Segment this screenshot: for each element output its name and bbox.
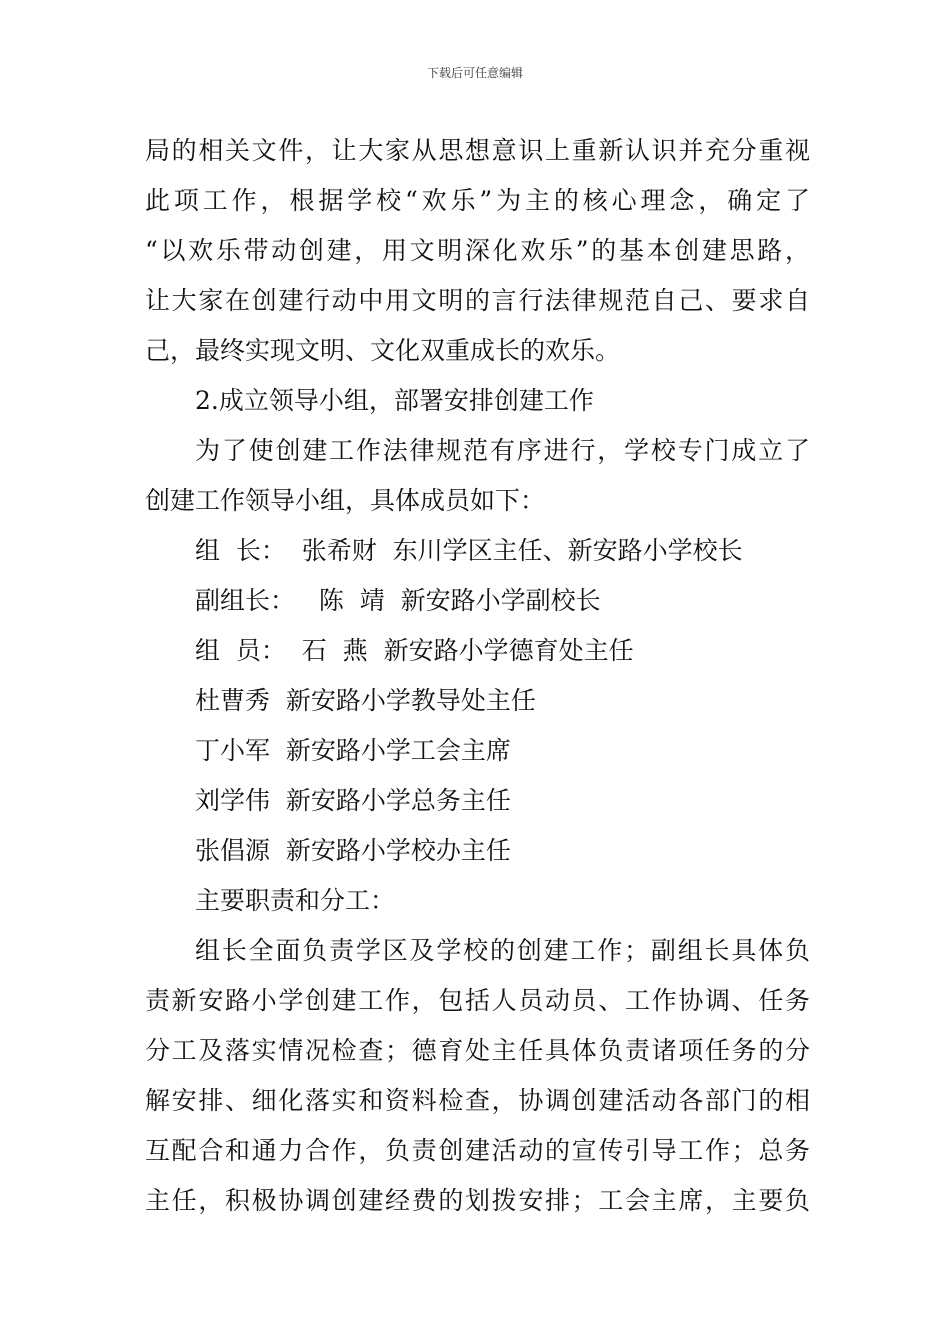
paragraph-line: 主任，积极协调创建经费的划拨安排；工会主席，主要负 [145,1186,810,1215]
paragraph-line: 解安排、细化落实和资料检查，协调创建活动各部门的相 [145,1086,810,1115]
document-body [145,126,810,1226]
member-line: 张倡源 新安路小学校办主任 [195,836,511,865]
paragraph-line: 组长全面负责学区及学校的创建工作；副组长具体负 [195,936,810,965]
section-heading: 主要职责和分工： [195,886,396,915]
member-line: 副组长： 陈 靖 新安路小学副校长 [195,586,601,615]
paragraph-line: 互配合和通力合作，负责创建活动的宣传引导工作；总务 [145,1136,810,1165]
member-line: 刘学伟 新安路小学总务主任 [195,786,511,815]
section-heading: 2.成立领导小组，部署安排创建工作 [195,386,594,415]
paragraph-line: 此项工作，根据学校“欢乐”为主的核心理念，确定了 [145,186,810,215]
member-line: 杜曹秀 新安路小学教导处主任 [195,686,536,715]
paragraph-line: “以欢乐带动创建，用文明深化欢乐”的基本创建思路， [145,236,810,265]
paragraph-line: 己，最终实现文明、文化双重成长的欢乐。 [145,336,621,365]
paragraph-line: 创建工作领导小组，具体成员如下： [145,486,546,515]
paragraph-line: 责新安路小学创建工作，包括人员动员、工作协调、任务 [145,986,810,1015]
member-line: 组 长： 张希财 东川学区主任、新安路小学校长 [195,536,743,565]
paragraph-line: 为了使创建工作法律规范有序进行，学校专门成立了 [195,436,810,465]
page-header-note: 下载后可任意编辑 [426,66,523,80]
member-line: 丁小军 新安路小学工会主席 [195,736,511,765]
paragraph-line: 让大家在创建行动中用文明的言行法律规范自己、要求自 [145,286,810,315]
paragraph-line: 分工及落实情况检查；德育处主任具体负责诸项任务的分 [145,1036,810,1065]
paragraph-line: 局的相关文件，让大家从思想意识上重新认识并充分重视 [145,136,810,165]
member-line: 组 员： 石 燕 新安路小学德育处主任 [195,636,634,665]
